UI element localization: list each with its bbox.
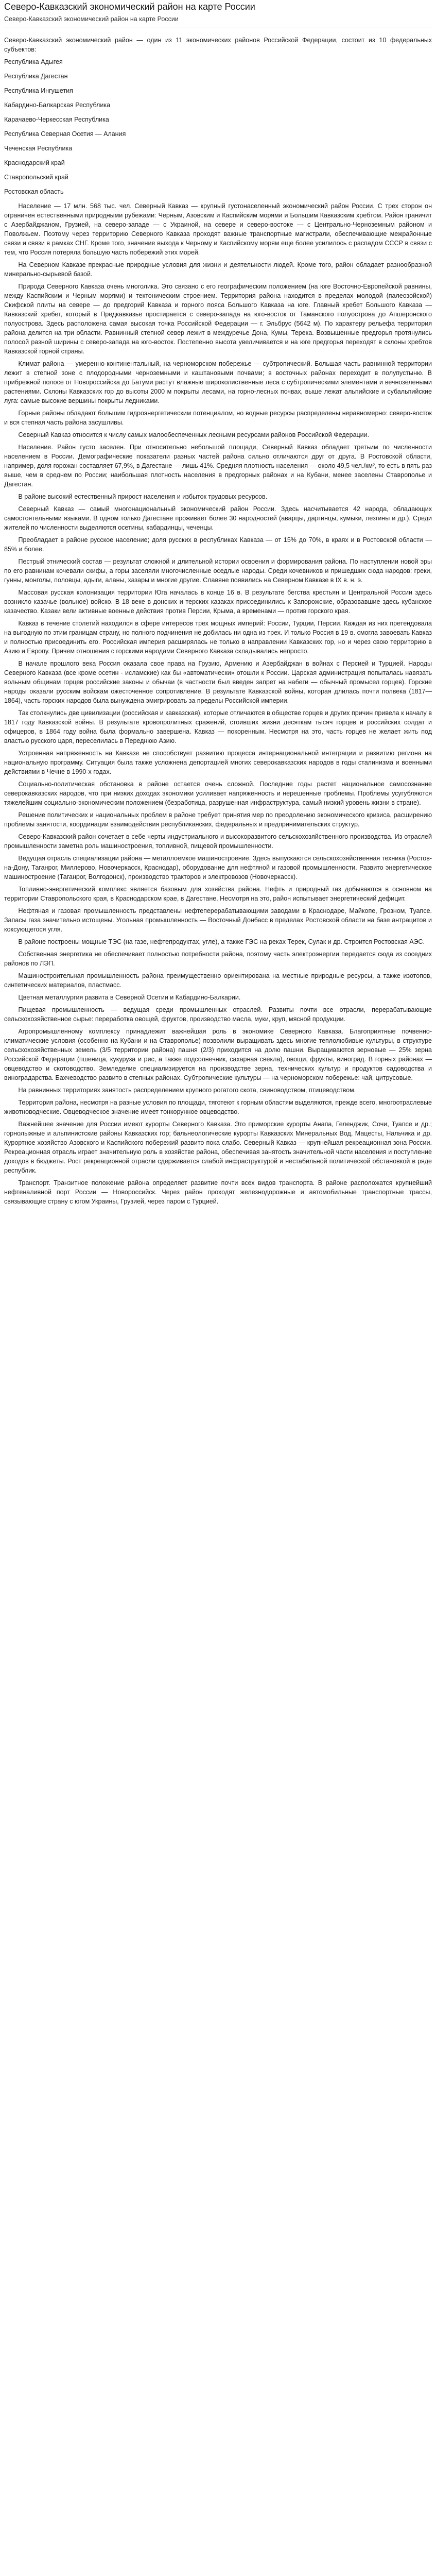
body-paragraph: Северный Кавказ — самый многонациональный экономический район России. Здесь насчитывается 42 народа, обладающих самостоятельными языками. В одном только Дагестане проживает более 30 народностей (аварцы, даргинцы, кумыки, лезгины и др.). Среди жителей по численности выделяются осетины, кабардинцы, чеченцы.	[4, 505, 432, 531]
body-paragraph: Машиностроительная промышленность района преимущественно ориентирована на местные природные ресурсы, а также изотопов, синтетических материалов, пластмасс.	[4, 972, 432, 989]
body-paragraph: Климат района — умеренно-континентальный, на черноморском побережье — субтропический. Большая часть равнинной территории лежит в степной зоне с плодородными черноземными и каштановыми почвами; в восточных районах переходит в полупустыню. В прибрежной полосе от Новороссийска до Батуми растут влажные широколиственные леса с субтропическими элементами и вечнозелеными растениями. Склоны Кавказских гор до высоты 2000 м покрыты лесами, на горно-лесных почвах, выше лежат альпийские и субальпийские луга: самые высокие вершины покрыты ледниками.	[4, 360, 432, 404]
body-paragraph: Пищевая промышленность — ведущая среди промышленных отраслей. Развиты почти все отрасли, перерабатывающие сельскохозяйственное сырье: переработка овощей, фруктов, производство масла, муки, круп, мясной продукции.	[4, 1006, 432, 1023]
body-paragraph: Территория района, несмотря на разные условия по площади, тяготеют к горным областям выделяются, прежде всего, многоотраслевые животноводческие. Овцеводческое значение имеет тонкорунное овцеводство.	[4, 1099, 432, 1115]
body-paragraph: Население. Район густо заселен. При относительно небольшой площади, Северный Кавказ обладает третьим по численности населением в России. Демографические показатели разных частей района сильно отличаются друг от друга. В Ростовской области, например, доля горожан составляет 67,9%, в Дагестане — лишь 41%. Средняя плотность населения — около 49,5 чел./км², то есть в пять раз выше, чем в среднем по России; наибольшая плотность населения в предгорных районах и на Кубани, менее заселены Ставрополье и Дагестан.	[4, 444, 432, 488]
body-paragraph: Кавказ в течение столетий находился в сфере интересов трех мощных империй: России, Турции, Персии. Каждая из них претендовала на выгодную по этим границам страну, но полного подчинения не добилась ни одна из трех. И только Россия в 19 в. смогла завоевать Кавказ и полностью присоединить его. Российская империя расширялась не только в направлении Кавказских гор, но и через свою территорию в Азию и Европу. Причем отношения с горскими народами Северного Кавказа складывались непросто.	[4, 620, 432, 655]
body-paragraph: Преобладает в районе русское население; доля русских в республиках Кавказа — от 15% до 70%, в краях и в Ростовской области — 85% и более.	[4, 536, 432, 553]
body-paragraph: Северный Кавказ относится к числу самых малообеспеченных лесными ресурсами районов Российской Федерации.	[18, 431, 370, 438]
page-title: Северо-Кавказский экономический район на карте России	[4, 2, 255, 12]
body-paragraph: Топливно-энергетический комплекс является базовым для хозяйства района. Нефть и природный газ добываются в основном на территории Ставропольского края, в Краснодарском крае, в Дагестане. Несмотря на это, район испытывает энергетический дефицит.	[4, 886, 432, 902]
subject-item: Республика Адыгея	[4, 58, 63, 65]
article-body	[4, 36, 432, 1206]
body-paragraph: Решение политических и национальных проблем в районе требует принятия мер по преодолению экономического кризиса, расширению проблемы занятости, координации взаимодействия республиканских, федеральных и предпринимательских структур.	[4, 811, 432, 828]
subject-item: Республика Северная Осетия — Алания	[4, 130, 126, 138]
body-paragraph: В районе высокий естественный прирост населения и избыток трудовых ресурсов.	[18, 493, 268, 500]
body-paragraph: Массовая русская колонизация территории Юга началась в конце 16 в. В результате бегства крестьян и Центральной России здесь возникло казачье (вольное) войско. В 18 веке в донских и терских казаках присоединились к Запорожские, образовавшие здесь кубанское казачество. Казаки вели активные военные действия против Персии, Крыма, а временами — против горского края.	[4, 589, 432, 615]
body-paragraph: Важнейшее значение для России имеют курорты Северного Кавказа. Это приморские курорты Анапа, Геленджик, Сочи, Туапсе и др.; горнолыжные и альпинистские районы Кавказских гор; бальнеологические курорты Кавказских Минеральных Вод, Мацесты, Нальчика и др. Курортное хозяйство Азовского и Каспийского побережий развито пока слабо. Северный Кавказ — крупнейшая рекреационная зона России. Рекреационная отрасль играет значительную роль в хозяйстве района, обеспечивая занятость значительной части населения и поступление доходов в бюджеты. Рост рекреационной отрасли сдерживается слабой инфраструктурой и нестабильной политической обстановкой в ряде республик.	[4, 1121, 432, 1174]
body-paragraph: Транспорт. Транзитное положение района определяет развитие почти всех видов транспорта. В районе расположатся крупнейший нефтеналивной порт России — Новороссийск. Через район проходят железнодорожные и автомобильные транспортные трассы, связывающие страну с югом Украины, Грузией, через паром с Турцией.	[4, 1179, 432, 1205]
paragraphs	[4, 201, 432, 1206]
body-paragraph: Ведущая отрасль специализации района — металлоемкое машиностроение. Здесь выпускаются сельскохозяйственная техника (Ростов-на-Дону, Таганрог, Миллерово, Новочеркасск, Краснодар), оборудование для нефтяной и газовой промышленности. Развито энергетическое машиностроение (Таганрог, Волгодонск), производство тракторов и электровозов (Новочеркасск).	[4, 855, 432, 880]
subject-item: Чеченская Республика	[4, 145, 73, 152]
body-paragraph: Горные районы обладают большим гидроэнергетическим потенциалом, но водные ресурсы распределены неравномерно: северо-восток и вся степная часть района засушливы.	[4, 410, 432, 426]
body-paragraph: Северо-Кавказский район сочетает в себе черты индустриального и высокоразвитого сельскохозяйственного производства. Из отраслей промышленности заметна роль машиностроения, топливной, пищевой промышленности.	[4, 833, 432, 850]
body-paragraph: Пестрый этнический состав — результат сложной и длительной истории освоения и формирования района. По наступлении новой эры по его равнинам кочевали скифы, а горы заселяли многочисленные оседлые народы. Среди кочевников и пришедших сюда народов: греки, гунны, монголы, половцы, адыги, аланы, хазары и многие другие. Славяне появились на Северном Кавказе в IX в. н. э.	[4, 558, 432, 584]
body-paragraph: На Северном Кавказе прекрасные природные условия для жизни и деятельности людей. Кроме того, район обладает разнообразной минерально-сырьевой базой.	[4, 261, 432, 278]
body-paragraph: В районе построены мощные ТЭС (на газе, нефтепродуктах, угле), а также ГЭС на реках Терек, Сулак и др. Строится Ростовская АЭС.	[18, 938, 425, 945]
subject-item: Карачаево-Черкесская Республика	[4, 116, 109, 123]
body-paragraph: Социально-политическая обстановка в районе остается очень сложной. Последние годы растет национальное самосознание северокавказских народов, что при низких доходах экономики усиливает напряженность и нерешенные проблемы. Проблемы усугубляются тяжелейшим социально-экономическим положением (безработица, разрушенная инфраструктура, самый низкий уровень жизни в стране).	[4, 781, 432, 806]
body-paragraph: Население — 17 млн. 568 тыс. чел. Северный Кавказ — крупный густонаселенный экономический район России. С трех сторон он ограничен естественными природными рубежами: Черным, Азовским и Каспийским морями и Большим Кавказским хребтом. Район граничит с Азербайджаном, Грузией, на северо-западе — с Украиной, на севере и северо-востоке — с Центрально-Черноземным районом и Поволжьем. Поэтому через территорию Северного Кавказа проходят важные транспортные магистрали, обеспечивающие межрайонные связи и связи в рамках СНГ. Кроме того, значение выхода к Черному и Каспийскому морям еще более усилилось с распадом СССР в связи с тем, что Россия потеряла большую часть побережий этих морей.	[4, 202, 432, 256]
body-paragraph: Собственная энергетика не обеспечивает полностью потребности района, поэтому часть электроэнергии передается сюда из соседних районов по ЛЭП.	[4, 951, 432, 967]
body-paragraph: В начале прошлого века Россия оказала свое права на Грузию, Армению и Азербайджан в войнах с Персией и Турцией. Народы Северного Кавказа (все кроме осетин - исламские) как бы «автоматически» отошли к России. Царская администрация попыталась навязать вольным общинам горцев российские законы и обычаи (в частности был введен запрет на набеги — обычный промысел горцев). Горские народы оказали русским войскам ожесточенное сопротивление. В результате Кавказской войны, которая длилась почти полвека (1817—1864), часть горских народов была вынуждена эмигрировать за пределы Российской империи.	[4, 660, 432, 704]
subject-item: Республика Дагестан	[4, 73, 68, 80]
intro-paragraph: Северо-Кавказский экономический район — один из 11 экономических районов Российской Федерации, состоит из 10 федеральных субъектов:	[4, 37, 432, 53]
subject-item: Ставропольский край	[4, 174, 68, 181]
subject-item: Краснодарский край	[4, 159, 65, 166]
body-paragraph: Так столкнулись две цивилизации (российская и кавказская), которые отличаются в обществе горцев и других причин привела к началу в 1817 году Кавказской войны. В результате кровопролитных сражений, стоивших жизни десяткам тысяч горцев и российских солдат и офицеров, в 1864 году война была формально завершена. Кавказ — покоренным. Несмотря на это, часть горцев не желает жить под властью русского царя, переселилась в Переднюю Азию.	[4, 709, 432, 744]
subject-item: Республика Ингушетия	[4, 87, 73, 94]
body-paragraph: Цветная металлургия развита в Северной Осетии и Кабардино-Балкарии.	[18, 994, 241, 1001]
body-paragraph: На равнинных территориях занятость распределением крупного рогатого скота, свиноводством, птицеводством.	[18, 1087, 356, 1094]
body-paragraph: Природа Северного Кавказа очень многолика. Это связано с его географическим положением (на юге Восточно-Европейской равнины, между Каспийским и Черным морями) и тектоническим строением. Территория района находится в пределах молодой (палеозойской) Скифской плиты на севере — до предгорий Кавказа и горного пояса Большого Кавказа на юге. Главный хребет Большого Кавказа — Кавказский хребет, который в Предкавказье простирается с северо-запада на юго-восток от Таманского полуострова до Апшеронского полуострова. Здесь расположена самая высокая точка Российской Федерации — г. Эльбрус (5642 м). По характеру рельефа территория района делится на три области. Равнинный степной север лежит в междуречье Дона, Кумы, Терека. Возвышенные предгорья протянулись полосой разной ширины с северо-запада на юго-восток. Постепенно высота увеличивается и на юге предгорья переходят в склоны хребтов Кавказской горной страны.	[4, 283, 432, 355]
subject-item: Ростовская область	[4, 188, 64, 195]
map-caption: Северо-Кавказский экономический район на карте России	[4, 15, 179, 23]
body-paragraph: Нефтяная и газовая промышленность представлены нефтеперерабатывающими заводами в Краснодаре, Майкопе, Грозном, Туапсе. Запасы газа значительно истощены. Угольная промышленность — Восточный Донбасс в пределах Ростовской области на базе антрацитов и коксующегося угля.	[4, 907, 432, 933]
page	[0, 0, 436, 1206]
body-paragraph: Устроенная напряженность на Кавказе не способствует развитию процесса интернациональной интеграции и развитию региона на национальную программу. Ситуация была также усложнена депортацией многих северокавказских народов в годы сталинизма и военными действиями в Чечне в 1990-х годах.	[4, 750, 432, 775]
body-paragraph: Агропромышленному комплексу принадлежит важнейшая роль в экономике Северного Кавказа. Благоприятные почвенно-климатические условия (особенно на Кубани и на Ставрополье) позволили выращивать здесь многие теплолюбивые культуры, в структуре сельскохозяйственных земель (3/5 территории района) пашня (2/3) приходится на долю пашни. Выращиваются зерновые — 25% зерна Российской Федерации (пшеница, кукуруза и рис, а также подсолнечник, сахарная свекла), овощи, фрукты, виноград. В горных районах — овцеводство и скотоводство. Земледелие специализируется на производстве зерна, технических культур и продуктов садоводства и виноградарства. Бахчеводство развито в степных районах. Субтропические культуры — на черноморском побережье: чай, цитрусовые.	[4, 1028, 432, 1081]
subjects-list	[4, 57, 432, 196]
subject-item: Кабардино-Балкарская Республика	[4, 101, 111, 109]
